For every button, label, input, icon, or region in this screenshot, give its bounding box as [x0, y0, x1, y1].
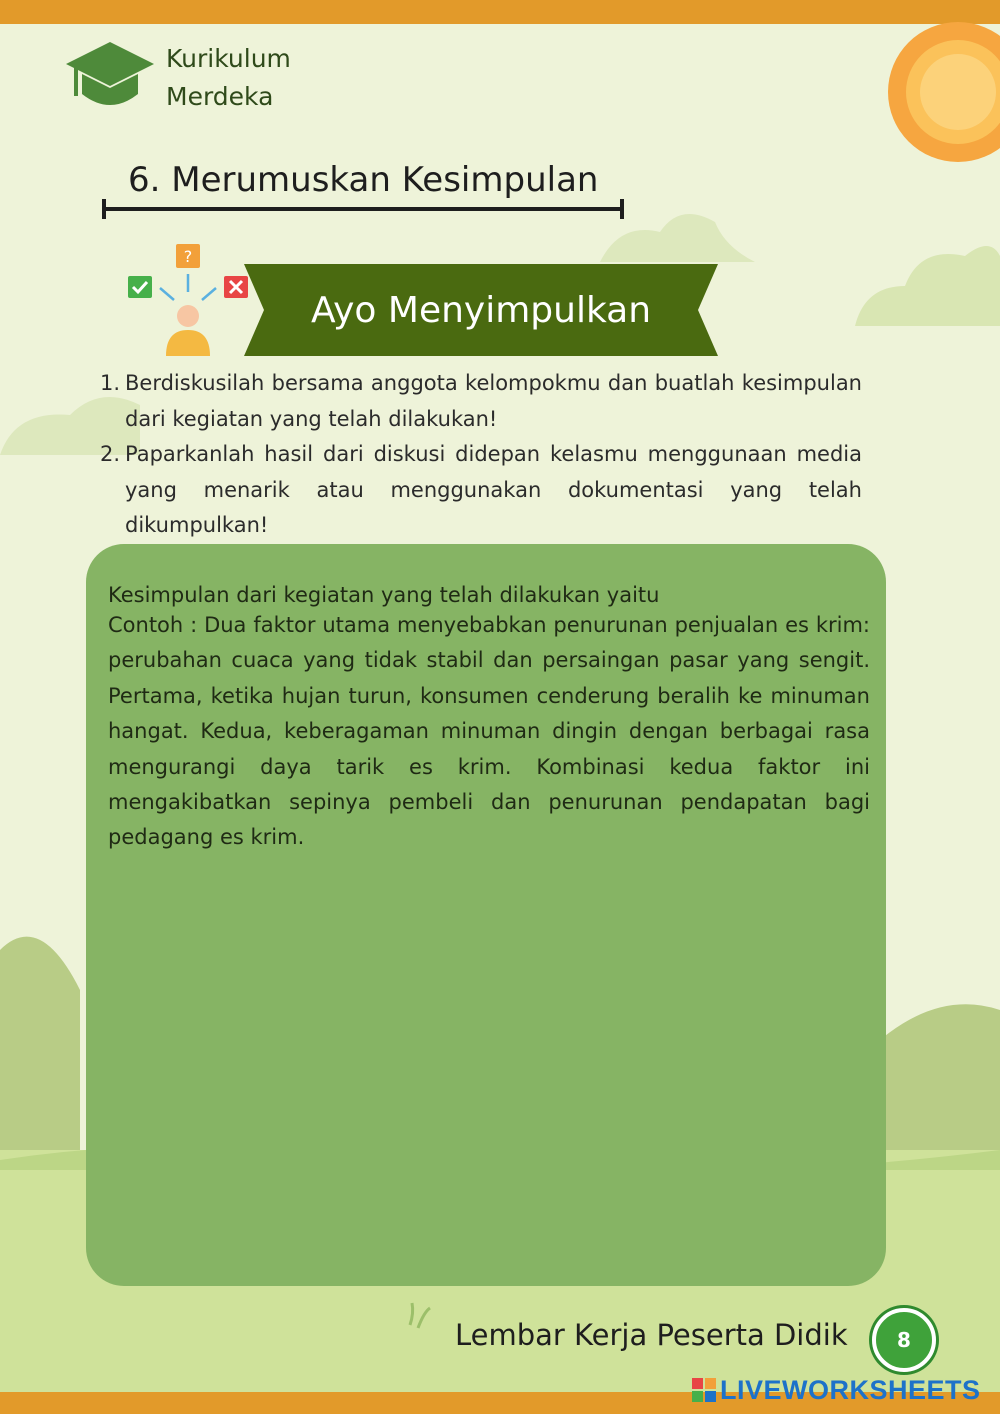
brand-name [166, 40, 291, 116]
svg-text:?: ? [183, 247, 193, 266]
graduation-cap-icon [64, 40, 156, 114]
brand-line-1: Kurikulum [166, 44, 291, 73]
instruction-text: Berdiskusilah bersama anggota kelompokmu dan buatlah kesimpulan dari kegiatan yang telah dilakukan! [125, 371, 862, 431]
section-title: 6. Merumuskan Kesimpulan [128, 160, 599, 200]
instruction-number: 2. [100, 442, 121, 466]
instruction-number: 1. [100, 371, 121, 395]
thinking-person-icon [124, 244, 252, 356]
answer-text: Contoh : Dua faktor utama menyebabkan penurunan penjualan es krim: perubahan cuaca yang tidak stabil dan persaingan pasar yang sengit. Pertama, ketika hujan turun, konsumen cenderung beralih ke minuman hangat. Kedua, keberagaman minuman dingin dengan berbagai rasa mengurangi daya tarik es krim. Kombinasi kedua faktor ini mengakibatkan sepinya pembeli dan penurunan pendapatan bagi pedagang es krim. [108, 613, 870, 850]
instruction-list [100, 366, 862, 544]
banner-label: Ayo Menyimpulkan [310, 289, 652, 331]
footer-title: Lembar Kerja Peserta Didik [455, 1318, 848, 1352]
brand-line-2: Merdeka [166, 82, 274, 111]
answer-heading: Kesimpulan dari kegiatan yang telah dilakukan yaitu [108, 583, 660, 607]
page-number-badge [872, 1308, 936, 1372]
sun-icon [888, 22, 1000, 162]
liveworksheets-watermark[interactable] [692, 1374, 981, 1406]
instruction-item [100, 437, 862, 544]
watermark-text: LIVEWORKSHEETS [720, 1374, 981, 1405]
title-underline [102, 207, 624, 211]
liveworksheets-logo-icon [692, 1378, 716, 1402]
instruction-item [100, 366, 862, 437]
instruction-text: Paparkanlah hasil dari diskusi didepan kelasmu menggunaan media yang menarik atau menggunakan dokumentasi yang telah dikumpulkan! [125, 442, 862, 537]
page-number: 8 [897, 1328, 911, 1352]
